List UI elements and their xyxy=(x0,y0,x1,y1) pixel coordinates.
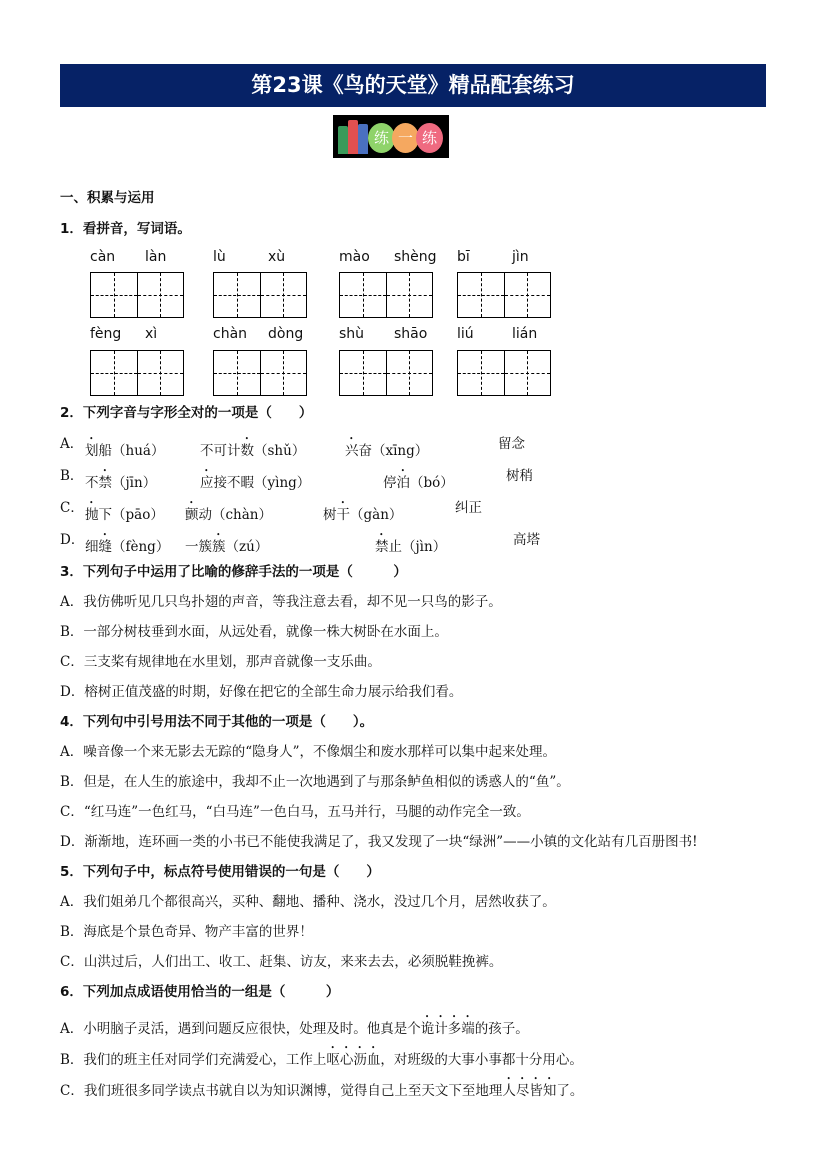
option-row[interactable] xyxy=(60,1075,583,1100)
text-segment: （jīn） xyxy=(112,475,157,491)
writing-grid[interactable] xyxy=(339,350,433,396)
text-segment: （zú） xyxy=(225,539,269,555)
pinyin-syllable: xì xyxy=(145,326,158,342)
text-segment: 不 xyxy=(85,475,99,491)
option-row[interactable]: D．榕树正值茂盛的时期，好像在把它的全部生命力展示给我们看。 xyxy=(60,684,463,700)
option-row[interactable] xyxy=(60,531,760,555)
text-segment: 接不暇（yìng） xyxy=(213,475,311,491)
writing-grid[interactable] xyxy=(457,350,551,396)
text-segment: 树 xyxy=(323,507,337,523)
page-title: 第23课《鸟的天堂》精品配套练习 xyxy=(60,64,766,107)
emphasized-text: 干 xyxy=(336,507,350,523)
text-segment: 下（pāo） xyxy=(98,507,164,523)
option-word xyxy=(85,435,164,460)
text-segment: 奋（xīng） xyxy=(358,443,429,459)
option-label: C． xyxy=(60,500,84,516)
pinyin-syllable: dòng xyxy=(268,326,304,342)
grid-cell[interactable] xyxy=(261,351,307,395)
text-segment: 高塔 xyxy=(513,532,540,548)
emphasized-text: 数 xyxy=(240,443,254,459)
grid-cell[interactable] xyxy=(261,273,307,317)
option-word xyxy=(85,499,164,524)
emphasized-text: 抛 xyxy=(85,507,99,523)
pinyin-syllable: lù xyxy=(213,249,226,265)
emphasized-text: 禁 xyxy=(98,475,112,491)
grid-cell[interactable] xyxy=(214,273,261,317)
option-word xyxy=(513,531,540,549)
option-label: B． xyxy=(60,468,84,484)
option-word xyxy=(323,499,402,524)
pinyin-syllable: fèng xyxy=(90,326,122,342)
writing-grid[interactable] xyxy=(457,272,551,318)
grid-cell[interactable] xyxy=(505,273,551,317)
grid-cell[interactable] xyxy=(214,351,261,395)
question-2-stem: 2．下列字音与字形全对的一项是（ ） xyxy=(60,405,313,421)
text-segment: （fèng） xyxy=(112,539,170,555)
option-word xyxy=(506,467,533,485)
option-row[interactable] xyxy=(60,1013,529,1038)
grid-cell[interactable] xyxy=(138,351,184,395)
option-word xyxy=(383,467,454,492)
text-segment: 动（chàn） xyxy=(198,507,272,523)
emphasized-text: 人尽皆知 xyxy=(502,1083,557,1099)
option-row[interactable]: A．我仿佛听见几只鸟扑翅的声音，等我注意去看，却不见一只鸟的影子。 xyxy=(60,594,502,610)
writing-grid[interactable] xyxy=(213,350,307,396)
option-row[interactable]: C．“红马连”一色红马，“白马连”一色白马，五马并行，马腿的动作完全一致。 xyxy=(60,804,530,820)
text-segment: （shǔ） xyxy=(254,443,306,459)
text-segment: 停 xyxy=(383,475,397,491)
pinyin-syllable: làn xyxy=(145,249,167,265)
option-label: A． xyxy=(60,436,84,452)
text-segment: 船（huá） xyxy=(98,443,165,459)
text-segment: 止（jìn） xyxy=(388,539,447,555)
grid-cell[interactable] xyxy=(505,351,551,395)
text-segment: 留念 xyxy=(498,436,525,452)
option-word xyxy=(345,435,428,460)
option-word xyxy=(375,531,446,556)
question-4-stem: 4．下列句中引号用法不同于其他的一项是（ ）。 xyxy=(60,714,374,730)
option-row[interactable]: B．但是，在人生的旅途中，我却不止一次地遇到了与那条鲈鱼相似的诱惑人的“鱼”。 xyxy=(60,774,570,790)
pinyin-syllable: chàn xyxy=(213,326,248,342)
grid-cell[interactable] xyxy=(387,273,433,317)
option-word xyxy=(185,499,272,524)
emphasized-text: 划 xyxy=(85,443,99,459)
text-segment: A．小明脑子灵活，遇到问题反应很快，处理及时。他真是个 xyxy=(60,1021,421,1037)
grid-cell[interactable] xyxy=(91,351,138,395)
option-row[interactable] xyxy=(60,435,760,459)
logo-char: 练 xyxy=(368,123,395,153)
option-row[interactable]: B．海底是个景色奇异、物产丰富的世界！ xyxy=(60,924,313,940)
logo-char: 一 xyxy=(392,123,419,153)
option-word xyxy=(185,531,268,556)
question-3-stem: 3．下列句子中运用了比喻的修辞手法的一项是（ ） xyxy=(60,564,407,580)
grid-cell[interactable] xyxy=(138,273,184,317)
option-word xyxy=(85,531,169,556)
pinyin-syllable: shù xyxy=(339,326,365,342)
emphasized-text: 应 xyxy=(200,475,214,491)
pinyin-syllable: shèng xyxy=(394,249,437,265)
pinyin-syllable: bī xyxy=(457,249,470,265)
writing-grid[interactable] xyxy=(339,272,433,318)
pinyin-syllable: shāo xyxy=(394,326,428,342)
emphasized-text: 呕心沥血 xyxy=(326,1052,381,1068)
practice-logo xyxy=(333,115,449,158)
option-row[interactable]: C．山洪过后，人们出工、收工、赶集、访友，来来去去，必须脱鞋挽裤。 xyxy=(60,954,503,970)
text-segment: 树稍 xyxy=(506,468,533,484)
writing-grid[interactable] xyxy=(90,272,184,318)
option-label: D． xyxy=(60,532,85,548)
option-row[interactable]: C．三支桨有规律地在水里划，那声音就像一支乐曲。 xyxy=(60,654,381,670)
emphasized-text: 兴 xyxy=(345,443,359,459)
emphasized-text: 簇 xyxy=(212,539,226,555)
option-row[interactable]: D．渐渐地，连环画一类的小书已不能使我满足了，我又发现了一块“绿洲”——小镇的文化站有几百册图书! xyxy=(60,834,698,850)
emphasized-text: 禁 xyxy=(375,539,389,555)
writing-grid[interactable] xyxy=(90,350,184,396)
text-segment: 一簇 xyxy=(185,539,212,555)
question-5-stem: 5．下列句子中，标点符号使用错误的一句是（ ） xyxy=(60,864,380,880)
logo-char: 练 xyxy=(416,123,443,153)
option-word xyxy=(200,435,305,460)
pinyin-syllable: càn xyxy=(90,249,116,265)
pinyin-syllable: xù xyxy=(268,249,286,265)
pinyin-syllable: liú xyxy=(457,326,474,342)
option-word xyxy=(455,499,482,517)
emphasized-text: 诡计多端 xyxy=(420,1021,475,1037)
emphasized-text: 颤 xyxy=(185,507,199,523)
option-row[interactable] xyxy=(60,467,760,491)
section-heading: 一、积累与运用 xyxy=(60,190,155,206)
text-segment: B．我们的班主任对同学们充满爱心，工作上 xyxy=(60,1052,327,1068)
grid-cell[interactable] xyxy=(458,273,505,317)
writing-grid[interactable] xyxy=(213,272,307,318)
option-word xyxy=(85,467,156,492)
pinyin-syllable: mào xyxy=(339,249,370,265)
grid-cell[interactable] xyxy=(458,351,505,395)
option-row[interactable]: B．一部分树枝垂到水面，从远处看，就像一株大树卧在水面上。 xyxy=(60,624,448,640)
grid-cell[interactable] xyxy=(340,273,387,317)
pinyin-syllable: lián xyxy=(512,326,538,342)
emphasized-text: 泊 xyxy=(396,475,410,491)
option-row[interactable] xyxy=(60,499,760,523)
question-1-stem: 1．看拼音，写词语。 xyxy=(60,221,191,237)
grid-cell[interactable] xyxy=(340,351,387,395)
option-word xyxy=(200,467,310,492)
emphasized-text: 缝 xyxy=(98,539,112,555)
text-segment: 纠正 xyxy=(455,500,482,516)
option-row[interactable]: A．噪音像一个来无影去无踪的“隐身人”，不像烟尘和废水那样可以集中起来处理。 xyxy=(60,744,557,760)
grid-cell[interactable] xyxy=(387,351,433,395)
text-segment: C．我们班很多同学读点书就自以为知识渊博，觉得自己上至天文下至地理 xyxy=(60,1083,503,1099)
text-segment: 不可计 xyxy=(200,443,241,459)
option-row[interactable] xyxy=(60,1044,583,1069)
text-segment: 细 xyxy=(85,539,99,555)
text-segment: ，对班级的大事小事都十分用心。 xyxy=(380,1052,583,1068)
question-6-stem: 6．下列加点成语使用恰当的一组是（ ） xyxy=(60,984,340,1000)
text-segment: （bó） xyxy=(410,475,454,491)
pinyin-syllable: jìn xyxy=(512,249,529,265)
option-row[interactable]: A．我们姐弟几个都很高兴，买种、翻地、播种、浇水，没过几个月，居然收获了。 xyxy=(60,894,556,910)
text-segment: （gàn） xyxy=(350,507,403,523)
text-segment: 的孩子。 xyxy=(474,1021,529,1037)
option-word xyxy=(498,435,525,453)
grid-cell[interactable] xyxy=(91,273,138,317)
text-segment: 了。 xyxy=(556,1083,584,1099)
